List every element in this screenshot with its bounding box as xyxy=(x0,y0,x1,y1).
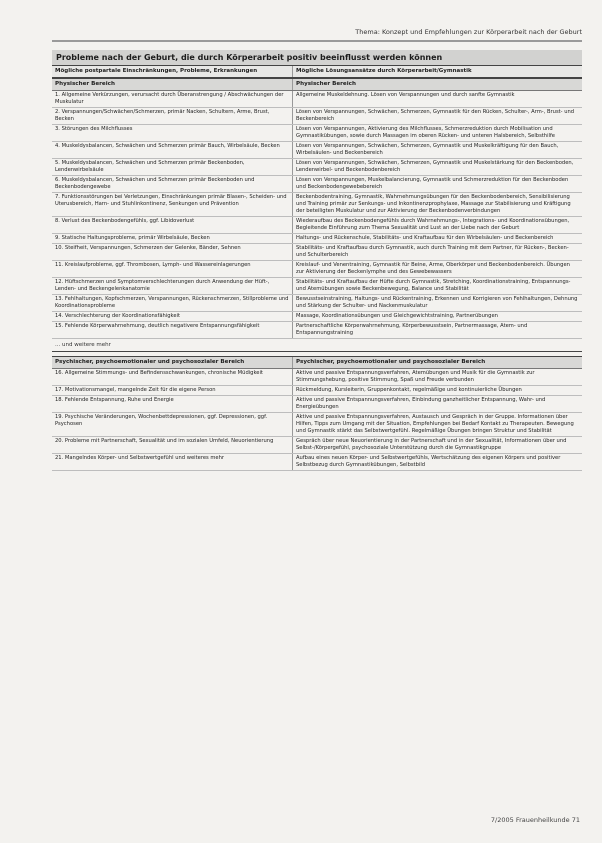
solution-cell: Haltungs- und Rückenschule, Stabilitäts- und Kraftaufbau für den Wirbelsäulen- und Beckenbereich xyxy=(292,234,582,243)
problem-cell: 18. Fehlende Entspannung, Ruhe und Energie xyxy=(55,397,174,403)
solution-cell: Aufbau eines neuen Körper- und Selbstwertgefühls, Wertschätzung des eigenen Körpers und positiver Selbstbezug durch Gymnastikübungen, Selbstbild xyxy=(292,454,582,470)
problem-cell: 9. Statische Haltungsprobleme, primär Wirbelsäule, Becken xyxy=(55,235,210,241)
problem-cell: 16. Allgemeine Stimmungs- und Befindensschwankungen, chronische Müdigkeit xyxy=(55,370,263,376)
running-header: Thema: Konzept und Empfehlungen zur Körperarbeit nach der Geburt xyxy=(355,28,582,36)
solution-cell: Allgemeine Muskeldehnung. Lösen von Verspannungen und durch sanfte Gymnastik xyxy=(292,91,582,107)
solution-cell: Partnerschaftliche Körperwahrnehmung, Körperbewusstsein, Partnermassage, Atem- und Entspannungstraining xyxy=(292,322,582,338)
table-row xyxy=(52,413,582,437)
column-header-left: Mögliche postpartale Einschränkungen, Probleme, Erkrankungen xyxy=(55,68,258,74)
problem-cell: 2. Verspannungen/Schwächen/Schmerzen, primär Nacken, Schultern, Arme, Brust, Becken xyxy=(55,109,270,122)
table-title: Probleme nach der Geburt, die durch Körperarbeit positiv beeinflusst werden können xyxy=(52,50,582,66)
problem-cell: 12. Hüftschmerzen und Symptomverschlechterungen durch Anwendung der Hüft-, Lenden- und Beckengelenkanatomie xyxy=(55,279,270,292)
table-row xyxy=(52,108,582,125)
solution-cell: Wiederaufbau des Beckenbodengefühls durch Wahrnehmungs-, Integrations- und Koordinationsübungen, Begleitende Einführung zum Thema Sexualität und Lust an der Liebe nach der Geburt xyxy=(292,217,582,233)
section-label-right: Psychischer, psychoemotionaler und psychosozialer Bereich xyxy=(292,357,582,368)
table-row xyxy=(52,234,582,244)
table-row xyxy=(52,454,582,471)
solution-cell: Aktive und passive Entspannungsverfahren, Austausch und Gespräch in der Gruppe. Informationen über Hilfen, Tipps zum Umgang mit der Situation, Empfehlungen bei Bedarf Kontakt zu Therapeuten. Bewegung und Gymnastik stärkt das Selbstwertgefühl. Regelmäßige Übungen bringen Struktur und Stabilität xyxy=(292,413,582,436)
section-label-left: Psychischer, psychoemotionaler und psychosozialer Bereich xyxy=(55,359,245,365)
table-row xyxy=(52,386,582,396)
solution-cell: Bewusstseinstraining, Haltungs- und Rückentraining, Erkennen und Korrigieren von Fehlhaltungen, Dehnung und Stärkung der Schulter- und Nackenmuskulatur xyxy=(292,295,582,311)
solution-cell: Aktive und passive Entspannungsverfahren, Einbindung ganzheitlicher Entspannung, Wahr- und Energieübungen xyxy=(292,396,582,412)
table-row xyxy=(52,217,582,234)
section-label-left: Physischer Bereich xyxy=(55,81,115,87)
problem-cell: 11. Kreislaufprobleme, ggf. Thrombosen, Lymph- und Wassereinlagerungen xyxy=(55,262,251,268)
table-row xyxy=(52,396,582,413)
section-label-right: Physischer Bereich xyxy=(292,79,582,90)
table-row xyxy=(52,312,582,322)
table-row xyxy=(52,322,582,339)
table-row xyxy=(52,142,582,159)
table-row xyxy=(52,125,582,142)
solution-cell: Gespräch über neue Neuorientierung in der Partnerschaft und in der Sexualität, Informationen über und Selbst-/Körpergefühl, psychosoziale Unterstützung durch die Gymnastikgruppe xyxy=(292,437,582,453)
problem-cell: 17. Motivationsmangel, mangelnde Zeit für die eigene Person xyxy=(55,387,216,393)
continuation-note: ... und weitere mehr xyxy=(52,339,582,352)
problem-cell: 20. Probleme mit Partnerschaft, Sexualität und im sozialen Umfeld, Neuorientierung xyxy=(55,438,274,444)
solution-cell: Lösen von Verspannungen, Schwächen, Schmerzen, Gymnastik und Muskelkräftigung für den Bauch, Wirbelsäulen- und Beckenbereich xyxy=(292,142,582,158)
table-row xyxy=(52,159,582,176)
problem-cell: 5. Muskeldysbalancen, Schwächen und Schmerzen primär Beckenboden, Lendenwirbelsäule xyxy=(55,160,245,173)
column-headers xyxy=(52,66,582,78)
problem-cell: 19. Psychische Veränderungen, Wochenbettdepressionen, ggf. Depressionen, ggf. Psychosen xyxy=(55,414,268,427)
problems-table xyxy=(52,50,582,810)
table-row xyxy=(52,295,582,312)
problem-cell: 3. Störungen des Milchflusses xyxy=(55,126,133,132)
problem-cell: 21. Mangelndes Körper- und Selbstwertgefühl und weiteres mehr xyxy=(55,455,225,461)
page-footer: 7/2005 Frauenheilkunde 71 xyxy=(490,816,580,824)
problem-cell: 6. Muskeldysbalancen, Schwächen und Schmerzen primär Beckenboden und Beckenbodengewebe xyxy=(55,177,255,190)
problem-cell: 7. Funktionsstörungen bei Verletzungen, Einschränkungen primär Blasen-, Scheiden- und Uterusbereich, Harn- und Stuhlinkontinenz, Senkungen und Prävention xyxy=(55,194,287,207)
problem-cell: 14. Verschlechterung der Koordinationsfähigkeit xyxy=(55,313,181,319)
solution-cell: Stabilitäts- und Kraftaufbau durch Gymnastik, auch durch Training mit dem Partner, für Rücken-, Becken- und Schulterbereich xyxy=(292,244,582,260)
table-row xyxy=(52,437,582,454)
solution-cell: Stabilitäts- und Kraftaufbau der Hüfte durch Gymnastik, Stretching, Koordinationstraining, Entspannungs- und Atemübungen sowie Beckenbewegung, Balance und Stabilität xyxy=(292,278,582,294)
solution-cell: Lösen von Verspannungen, Schwächen, Schmerzen, Gymnastik und Muskelstärkung für den Beckenboden, Lendenwirbel- und Beckenbodenbereich xyxy=(292,159,582,175)
table-row xyxy=(52,193,582,217)
problem-cell: 15. Fehlende Körperwahrnehmung, deutlich negativere Entspannungsfähigkeit xyxy=(55,323,260,329)
physical-rows xyxy=(52,91,582,339)
table-row xyxy=(52,261,582,278)
problem-cell: 10. Steifheit, Verspannungen, Schmerzen der Gelenke, Bänder, Sehnen xyxy=(55,245,241,251)
problem-cell: 13. Fehlhaltungen, Kopfschmerzen, Verspannungen, Rückenschmerzen, Stillprobleme und Koordinationsprobleme xyxy=(55,296,289,309)
solution-cell: Kreislauf- und Venentraining, Gymnastik für Beine, Arme, Oberkörper und Beckenbodenbereich. Übungen zur Aktivierung der Beckenlymphe und des Gewebewassers xyxy=(292,261,582,277)
psychic-rows xyxy=(52,369,582,471)
solution-cell: Beckenbodentraining, Gymnastik, Wahrnehmungsübungen für den Beckenbodenbereich, Sensibilisierung und Training primär zur Senkungs- und Inkontinenzprophylaxe, Massage zur Stabilisierung und Kräftigung der beteiligten Muskulatur und zur Aktivierung der Beckenbodenverbindungen xyxy=(292,193,582,216)
section-header-psychic xyxy=(52,356,582,369)
problem-cell: 1. Allgemeine Verkürzungen, verursacht durch Überanstrengung / Abschwächungen der Muskulatur xyxy=(55,92,284,105)
table-row xyxy=(52,91,582,108)
solution-cell: Rückmeldung, Kursleiterin, Gruppenkontakt, regelmäßige und kontinuierliche Übungen xyxy=(292,386,582,395)
table-row xyxy=(52,369,582,386)
problem-cell: 8. Verlust des Beckenbodengefühls, ggf. Libidoverlust xyxy=(55,218,195,224)
column-header-right: Mögliche Lösungsansätze durch Körperarbeit/Gymnastik xyxy=(292,66,582,77)
solution-cell: Aktive und passive Entspannungsverfahren, Atemübungen und Musik für die Gymnastik zur Stimmungshebung, positive Stimmung, Spaß und Freude verbunden xyxy=(292,369,582,385)
table-row xyxy=(52,176,582,193)
table-row xyxy=(52,278,582,295)
solution-cell: Lösen von Verspannungen, Aktivierung des Milchflusses, Schmerzreduktion durch Mobilisation und Gymnastikübungen, sowie durch Massagen im oberen Rücken- und unteren Halsbereich, Selbsthilfe xyxy=(292,125,582,141)
table-row xyxy=(52,244,582,261)
solution-cell: Lösen von Verspannungen, Muskelbalancierung, Gymnastik und Schmerzreduktion für den Beckenboden und Beckenbodengewebebereich xyxy=(292,176,582,192)
problem-cell: 4. Muskeldysbalancen, Schwächen und Schmerzen primär Bauch, Wirbelsäule, Becken xyxy=(55,143,280,149)
solution-cell: Massage, Koordinationsübungen und Gleichgewichtstraining, Partnerübungen xyxy=(292,312,582,321)
header-rule xyxy=(52,40,582,42)
solution-cell: Lösen von Verspannungen, Schwächen, Schmerzen, Gymnastik für den Rücken, Schulter-, Arm-, Brust- und Beckenbereich xyxy=(292,108,582,124)
section-header-physical xyxy=(52,78,582,91)
